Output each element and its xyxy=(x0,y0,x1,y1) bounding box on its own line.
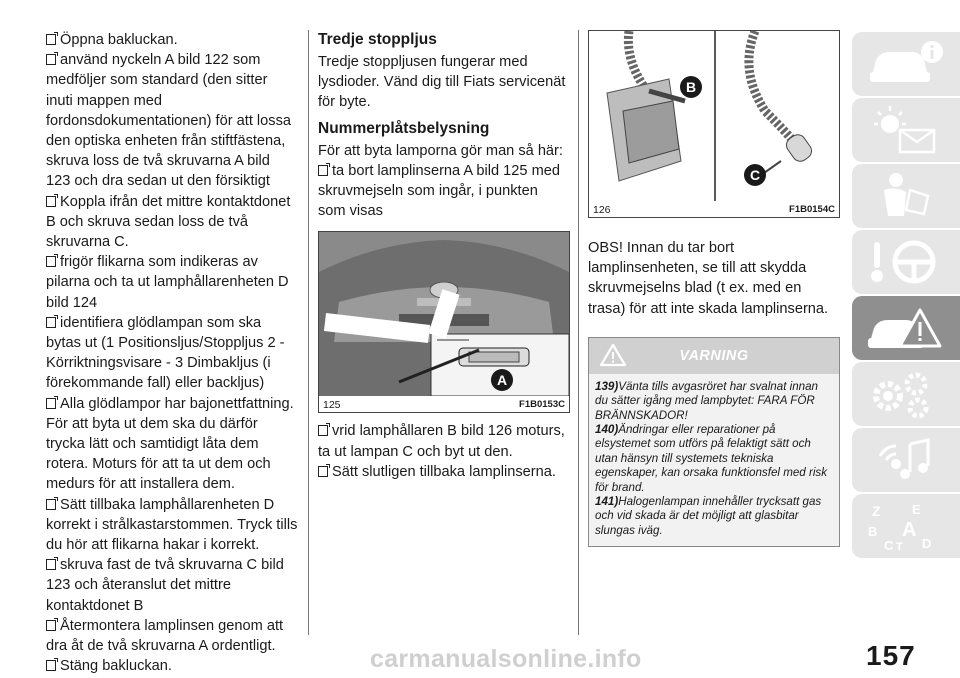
section-heading-third-stop-light: Tredje stoppljus xyxy=(318,31,437,48)
checkbox-bullet-icon xyxy=(318,425,328,436)
paragraph: Tredje stoppljusen fungerar med lysdioder. Vänd dig till Fiats servicenät för byte. xyxy=(318,54,566,111)
tab-car-info[interactable] xyxy=(852,32,960,96)
warning-title: VARNING xyxy=(679,347,749,364)
media-icon xyxy=(866,434,946,486)
figure-caption xyxy=(589,201,839,217)
column-divider xyxy=(578,30,579,635)
figure-code: F1B0153C xyxy=(519,399,565,411)
checkbox-bullet-icon xyxy=(46,620,56,631)
checkbox-bullet-icon xyxy=(46,256,56,267)
step-item: vrid lamphållaren B bild 126 moturs, ta ut lampan C och byt ut den. xyxy=(318,423,565,460)
emergency-icon xyxy=(866,302,946,354)
page-number: 157 xyxy=(866,640,916,671)
figure-label-a: A xyxy=(496,372,508,389)
column-middle xyxy=(318,30,568,482)
checkbox-bullet-icon xyxy=(46,317,56,328)
safety-icon xyxy=(866,170,946,222)
figure-number: 125 xyxy=(323,399,341,412)
warning-header xyxy=(589,338,839,374)
tab-emergency[interactable] xyxy=(852,296,960,360)
step-item: skruva fast de två skruvarna C bild 123 och återanslut det mittre kontaktdonet B xyxy=(46,557,284,614)
step-item: Öppna bakluckan. xyxy=(46,30,298,50)
lights-message-icon xyxy=(866,104,946,156)
svg-text:A: A xyxy=(902,519,917,541)
step-item: ta bort lamplinserna A bild 125 med skruvmejseln som ingår, i punkten som visas xyxy=(318,162,560,220)
tab-index[interactable] xyxy=(852,494,960,558)
column-left xyxy=(46,30,298,677)
checkbox-bullet-icon xyxy=(46,499,56,510)
step-item: Alla glödlampor har bajonettfattning. För att byta ut dem ska du därför trycka lätt och samtidigt låta dem rotera. Moturs för att ta ut dem och medurs för att installera dem. xyxy=(46,395,294,493)
figure-label-c: C xyxy=(749,167,761,183)
column-divider xyxy=(308,30,309,635)
maintenance-icon xyxy=(866,368,946,420)
checkbox-bullet-icon xyxy=(46,398,56,409)
lamp-holder-illustration xyxy=(589,31,839,201)
svg-text:B: B xyxy=(868,524,878,539)
checkbox-bullet-icon xyxy=(46,660,56,671)
warning-body xyxy=(589,374,839,546)
car-info-icon xyxy=(866,38,946,90)
warning-item: 139)Vänta tills avgasröret har svalnat innan du sätter igång med lampbytet: FARA FÖR BRÄNNSKADOR! xyxy=(595,379,819,422)
chapter-tabs xyxy=(852,32,960,560)
svg-text:E: E xyxy=(912,502,921,517)
svg-text:Z: Z xyxy=(872,503,881,519)
tab-lights-messages[interactable] xyxy=(852,98,960,162)
step-item: frigör flikarna som indikeras av pilarna och ta ut lamphållarenheten D bild 124 xyxy=(46,254,289,311)
tab-maintenance[interactable] xyxy=(852,362,960,426)
step-item: använd nyckeln A bild 122 som medföljer som standard (den sitter inuti mappen med fordonsdokumentationen) för att lossa den optiska enheten från stiftfästena, skruva loss de två skruvarna A bild 123 och dra sedan ut den försiktigt xyxy=(46,52,291,190)
warning-triangle-icon xyxy=(599,343,627,367)
svg-text:D: D xyxy=(922,536,932,551)
figure-caption xyxy=(319,396,569,412)
checkbox-bullet-icon xyxy=(46,34,56,45)
checkbox-bullet-icon xyxy=(318,165,328,176)
steering-key-icon xyxy=(866,236,946,288)
warning-item: 140)Ändringar eller reparationer på elsystemet som utförs på felaktigt sätt och utan hänsyn till systemets tekniska egenskaper, kan orsaka funktionsfel med risk för brand. xyxy=(595,423,827,494)
step-item: Återmontera lamplinsen genom att dra åt de två skruvarna A ordentligt. xyxy=(46,617,284,655)
column-right xyxy=(588,30,840,547)
warning-item: 141)Halogenlampan innehåller trycksatt gas och vid skada är det möjligt att glasbitar slungas iväg. xyxy=(595,495,822,537)
tab-starting-driving[interactable] xyxy=(852,230,960,294)
step-item: Sätt tillbaka lamphållarenheten D korrekt i strålkastarstommen. Tryck tills du hör att flikarna hakar i korrekt. xyxy=(46,496,298,554)
car-rear-illustration xyxy=(319,232,569,396)
tab-multimedia[interactable] xyxy=(852,428,960,492)
svg-text:T: T xyxy=(896,541,903,552)
warning-box xyxy=(588,337,840,547)
checkbox-bullet-icon xyxy=(46,559,56,570)
checkbox-bullet-icon xyxy=(318,466,328,477)
footer-watermark: carmanualsonline.info xyxy=(370,645,642,673)
paragraph: För att byta lamporna gör man så här: xyxy=(318,142,563,159)
svg-text:C: C xyxy=(884,538,894,552)
figure-125 xyxy=(318,231,570,413)
section-heading-plate-light: Nummerplåtsbelysning xyxy=(318,119,490,137)
tab-safety[interactable] xyxy=(852,164,960,228)
figure-126 xyxy=(588,30,840,218)
step-item: Stäng bakluckan. xyxy=(46,656,298,676)
checkbox-bullet-icon xyxy=(46,54,56,65)
step-item: Koppla ifrån det mittre kontaktdonet B och skruva sedan loss de två skruvarna C. xyxy=(46,193,291,251)
figure-number: 126 xyxy=(593,204,611,216)
note-paragraph: OBS! Innan du tar bort lamplinsenheten, se till att skydda skruvmejselns blad (t ex. med en trasa) för att inte skada lamplinserna. xyxy=(588,240,829,317)
checkbox-bullet-icon xyxy=(46,196,56,207)
step-item: identifiera glödlampan som ska bytas ut (1 Positionsljus/Stoppljus 2 - Körriktningsvisare - 3 Dimbakljus (i förekommande fall) eller backljus) xyxy=(46,314,285,392)
index-icon xyxy=(866,500,946,552)
figure-label-b: B xyxy=(685,79,697,95)
figure-code: F1B0154C xyxy=(789,204,835,215)
step-item: Sätt slutligen tillbaka lamplinserna. xyxy=(318,462,568,482)
